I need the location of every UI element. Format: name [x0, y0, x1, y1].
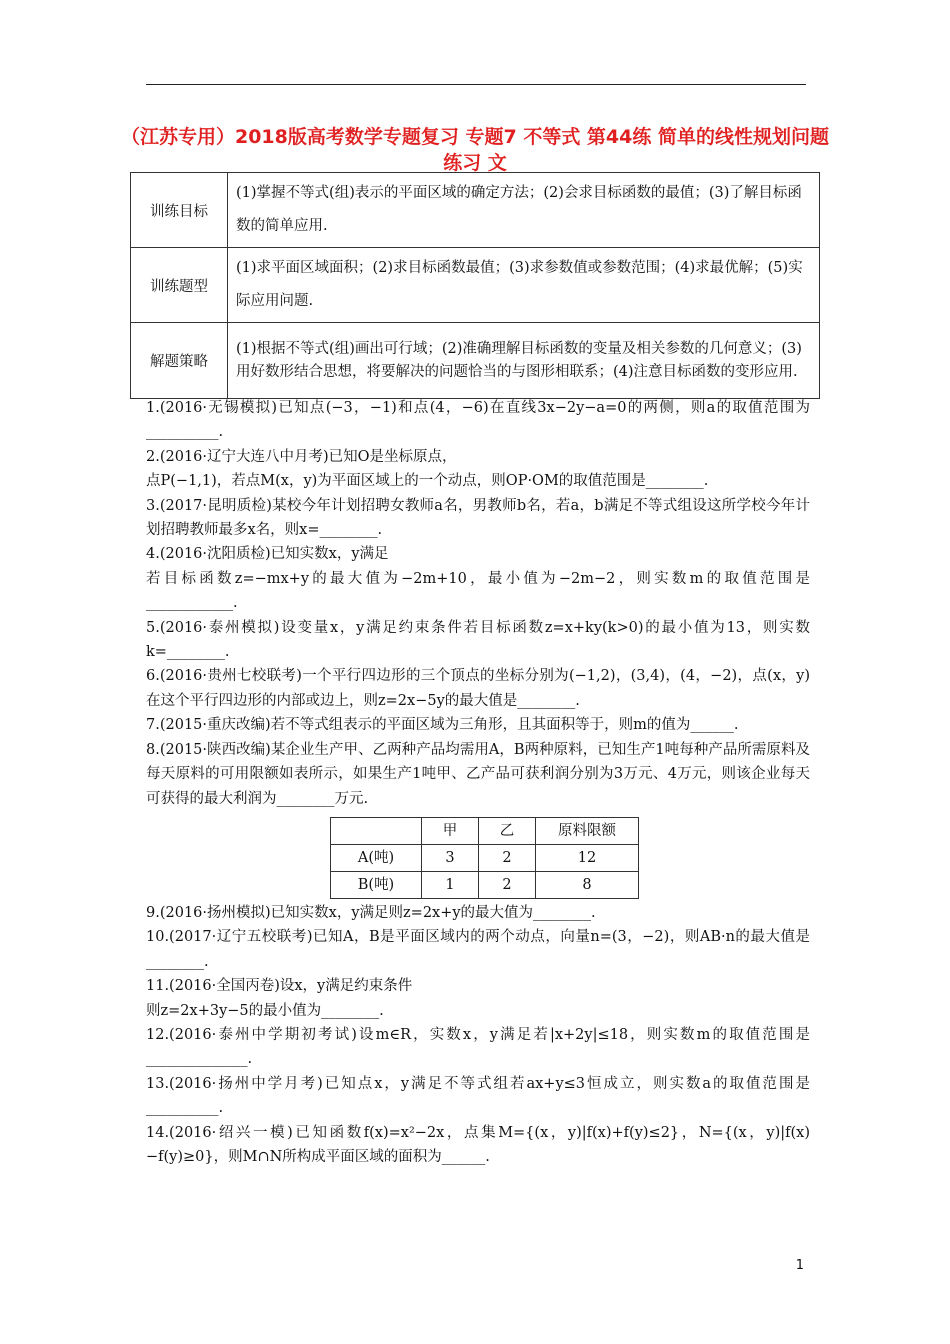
- question-6: 6.(2016·贵州七校联考)一个平行四边形的三个顶点的坐标分别为(−1,2)，(3,4)，(4，−2)，点(x，y)在这个平行四边形的内部或边上，则z=2x−5y的最大值是________.: [146, 668, 810, 709]
- question-2: [146, 445, 810, 494]
- table-header-row: [331, 817, 639, 844]
- question-7: 7.(2015·重庆改编)若不等式组表示的平面区域为三角形，且其面积等于，则m的值为______.: [146, 717, 739, 734]
- question-11: [146, 974, 810, 1023]
- question-14: 14.(2016·绍兴一模)已知函数f(x)=x²−2x，点集M={(x，y)|f(x)+f(y)≤2}，N={(x，y)|f(x)−f(y)≥0}，则M∩N所构成平面区域的面积为______.: [146, 1124, 810, 1165]
- question-3: 3.(2017·昆明质检)某校今年计划招聘女教师a名，男教师b名，若a，b满足不等式组设这所学校今年计划招聘教师最多x名，则x=________.: [146, 497, 810, 539]
- header-rule: [146, 84, 806, 85]
- table-cell: B(吨): [331, 871, 422, 898]
- table-row: [331, 844, 639, 871]
- table-cell: 2: [479, 844, 536, 871]
- question-4-line-1: 4.(2016·沈阳质检)已知实数x，y满足: [146, 546, 389, 563]
- table-cell: 12: [536, 844, 639, 871]
- table-cell: A(吨): [331, 844, 422, 871]
- question-2-line-1: 2.(2016·辽宁大连八中月考)已知O是坐标原点，: [146, 448, 457, 465]
- row-content: (1)根据不等式(组)画出可行域；(2)准确理解目标函数的变量及相关参数的几何意义；(3)用好数形结合思想，将要解决的问题恰当的与图形相联系；(4)注意目标函数的变形应用.: [228, 323, 820, 399]
- question-11-line-2: 则z=2x+3y−5的最小值为________.: [146, 1002, 384, 1019]
- table-cell: 甲: [422, 817, 479, 844]
- document-title: （江苏专用）2018版高考数学专题复习 专题7 不等式 第44练 简单的线性规划问题练习 文: [120, 126, 829, 174]
- question-10: 10.(2017·辽宁五校联考)已知A，B是平面区域内的两个动点，向量n=(3，−2)，则AB·n的最大值是________.: [146, 929, 810, 970]
- row-label: 训练题型: [131, 248, 228, 323]
- row-label: 训练目标: [131, 173, 228, 248]
- question-13: 13.(2016·扬州中学月考)已知点x，y满足不等式组若ax+y≤3恒成立，则实数a的取值范围是__________.: [146, 1075, 810, 1117]
- table-cell: 乙: [479, 817, 536, 844]
- table-row: [131, 248, 820, 323]
- page-number: 1: [795, 1258, 804, 1273]
- table-row: [131, 173, 820, 248]
- table-row: [331, 871, 639, 898]
- question-4-line-2: 若目标函数z=−mx+y的最大值为−2m+10，最小值为−2m−2，则实数m的取值范围是____________.: [146, 570, 810, 612]
- table-cell: [331, 817, 422, 844]
- table-row: [131, 323, 820, 399]
- row-content: (1)掌握不等式(组)表示的平面区域的确定方法；(2)会求目标函数的最值；(3)了解目标函数的简单应用.: [228, 173, 820, 248]
- question-4: [146, 542, 810, 615]
- row-content: (1)求平面区域面积；(2)求目标函数最值；(3)求参数值或参数范围；(4)求最优解；(5)实际应用问题.: [228, 248, 820, 323]
- question-12: 12.(2016·泰州中学期初考试)设m∈R，实数x，y满足若|x+2y|≤18，则实数m的取值范围是______________.: [146, 1026, 810, 1068]
- row-label: 解题策略: [131, 323, 228, 399]
- training-info-table: [130, 172, 820, 399]
- question-5: 5.(2016·泰州模拟)设变量x，y满足约束条件若目标函数z=x+ky(k>0)的最小值为13，则实数k=________.: [146, 619, 810, 661]
- question-1: 1.(2016·无锡模拟)已知点(−3，−1)和点(4，−6)在直线3x−2y−a=0的两侧，则a的取值范围为__________.: [146, 400, 810, 441]
- table-cell: 原料限额: [536, 817, 639, 844]
- table-cell: 8: [536, 871, 639, 898]
- table-cell: 1: [422, 871, 479, 898]
- question-8: 8.(2015·陕西改编)某企业生产甲、乙两种产品均需用A，B两种原料，已知生产1吨每种产品所需原料及每天原料的可用限额如表所示，如果生产1吨甲、乙产品可获利润分别为3万元、4万元，则该企业每天可获得的最大利润为________万元.: [146, 741, 810, 807]
- material-table: [330, 817, 639, 899]
- table-cell: 3: [422, 844, 479, 871]
- question-2-line-2: 点P(−1,1)，若点M(x，y)为平面区域上的一个动点，则OP·OM的取值范围是________.: [146, 473, 709, 490]
- question-11-line-1: 11.(2016·全国丙卷)设x，y满足约束条件: [146, 978, 413, 995]
- question-list: [146, 396, 810, 1169]
- question-9: 9.(2016·扬州模拟)已知实数x，y满足则z=2x+y的最大值为________.: [146, 904, 596, 921]
- table-cell: 2: [479, 871, 536, 898]
